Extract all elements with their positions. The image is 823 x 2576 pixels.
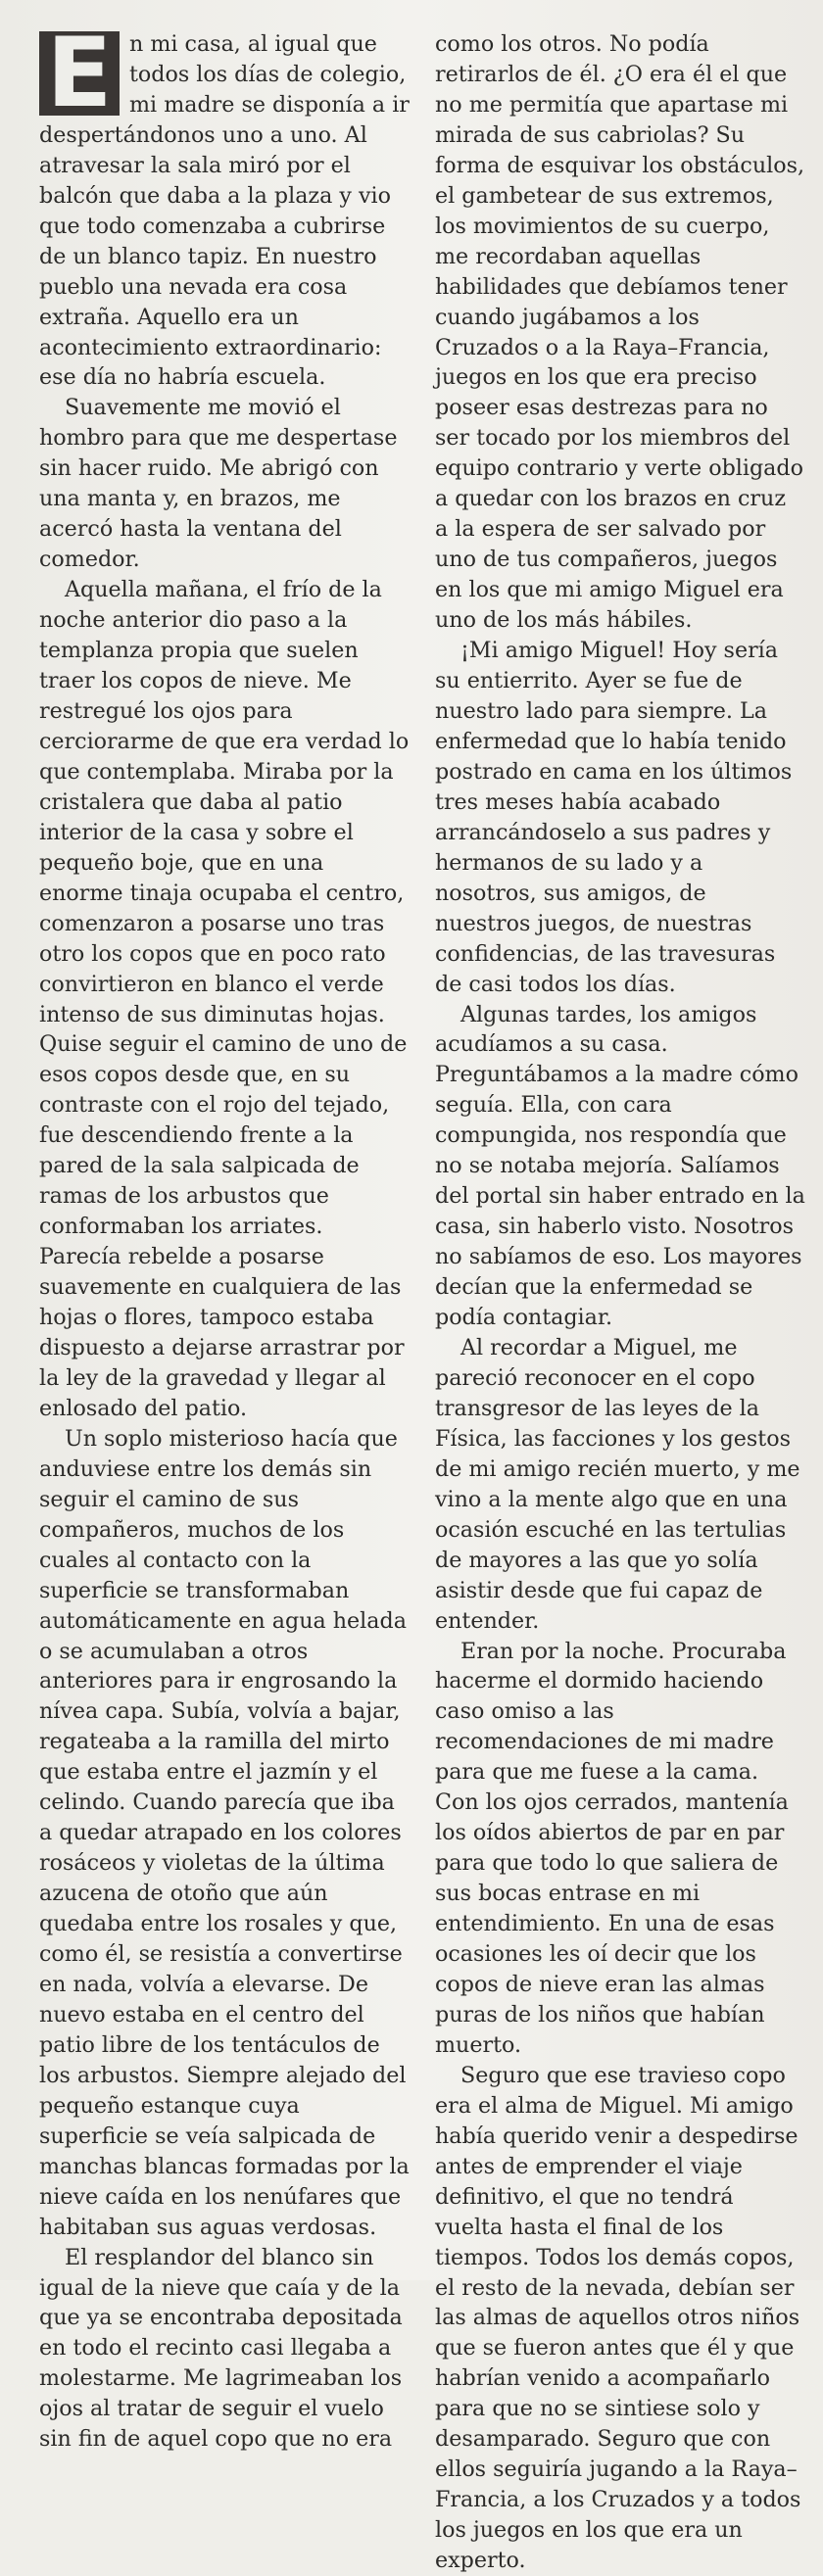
paragraph-9: Al recordar a Miguel, me pareció reconocer en el copo transgresor de las leyes de la Física, las facciones y los gestos de mi amigo recién muerto, y me vino a la mente algo que en una ocasión escuché en las tertulias de mayores a las que yo solía asistir desde que fui capaz de entender.: [435, 1334, 800, 1634]
paragraph-1: [39, 29, 410, 393]
paragraph-5: El resplandor del blanco sin igual de la nieve que caía y de la que ya se encontraba depositada en todo el recinto casi llegaba a molestarme. Me lagrimeaban los ojos al tratar de seguir el vuelo sin fin de aquel copo que no era: [39, 2244, 403, 2453]
paragraph-4: Un soplo misterioso hacía que anduviese entre los demás sin seguir el camino de sus compañeros, muchos de los cuales al contacto con la superficie se transformaban automáticamente en agua helada o se acumulaban a otros anteriores para ir engrosando la nívea capa. Subía, volvía a bajar, regateaba a la ramilla del mirto que estaba entre el jazmín y el celindo. Cuando parecía que iba a quedar atrapado en los colores rosáceos y violetas de la última azucena de otoño que aún quedaba entre los rosales y que, como él, se resistía a convertirse en nada, volvía a elevarse. De nuevo estaba en el centro del patio libre de los tentáculos de los arbustos. Siempre alejado del pequeño estanque cuya superficie se veía salpicada de manchas blancas formadas por la nieve caída en los nenúfares que habitaban sus aguas verdosas.: [39, 1425, 410, 2240]
column-left: [39, 29, 410, 2576]
paragraph-3: Aquella mañana, el frío de la noche anterior dio paso a la templanza propia que suelen traer los copos de nieve. Me restregué los ojos para cerciorarme de que era verdad lo que contemplaba. Miraba por la cristalera que daba al patio interior de la casa y sobre el pequeño boje, que en una enorme tinaja ocupaba el centro, comenzaron a posarse uno tras otro los copos que en poco rato convirtieron en blanco el verde intenso de sus diminutas hojas. Quise seguir el camino de uno de esos copos desde que, en su contraste con el rojo del tejado, fue descendiendo frente a la pared de la sala salpicada de ramas de los arbustos que conformaban los arriates. Parecía rebelde a posarse suavemente en cualquiera de las hojas o flores, tampoco estaba dispuesto a dejarse arrastrar por la ley de la gravedad y llegar al enlosado del patio.: [39, 577, 410, 1421]
paragraph-2: Suavemente me movió el hombro para que me despertase sin hacer ruido. Me abrigó con una manta y, en brazos, me acercó hasta la ventana del comedor.: [39, 395, 398, 573]
paragraph-11: Seguro que ese travieso copo era el alma de Miguel. Mi amigo había querido venir a despedirse antes de emprender el viaje definitivo, el que no tendrá vuelta hasta el final de los tiempos. Todos los demás copos, el resto de la nevada, debían ser las almas de aquellos otros niños que se fueron antes que él y que habrían venido a acompañarlo para que no se sintiese solo y desamparado. Seguro que con ellos seguiría jugando a la Raya–Francia, a los Cruzados y a todos los juegos en los que era un experto.: [435, 2062, 801, 2574]
paragraph-1-text: n mi casa, al igual que todos los días de colegio, mi madre se disponía a ir despertándonos uno a uno. Al atravesar la sala miró por el balcón que daba a la plaza y vio que todo comenzaba a cubrirse de un blanco tapiz. En nuestro pueblo una nevada era cosa extraña. Aquello era un acontecimiento extraordinario: ese día no habría escuela.: [39, 31, 410, 391]
article-body: [39, 29, 805, 2576]
drop-cap: E: [39, 31, 120, 116]
paragraph-7: ¡Mi amigo Miguel! Hoy sería su entierrito. Ayer se fue de nuestro lado para siempre. La enfermedad que lo había tenido postrado en cama en los últimos tres meses había acabado arrancándoselo a sus padres y hermanos de su lado y a nosotros, sus amigos, de nuestros juegos, de nuestras confidencias, de las travesuras de casi todos los días.: [435, 638, 793, 997]
column-right: [435, 29, 805, 2576]
paragraph-8: Algunas tardes, los amigos acudíamos a su casa. Preguntábamos a la madre cómo seguía. Ella, con cara compungida, nos respondía que no se notaba mejoría. Salíamos del portal sin haber entrado en la casa, sin haberlo visto. Nosotros no sabíamos de eso. Los mayores decían que la enfermedad se podía contagiar.: [435, 1001, 805, 1331]
paragraph-6: como los otros. No podía retirarlos de él. ¿O era él el que no me permitía que apartase mi mirada de sus cabriolas? Su forma de esquivar los obstáculos, el gambetear de sus extremos, los movimientos de su cuerpo, me recordaban aquellas habilidades que debíamos tener cuando jugábamos a los Cruzados o a la Raya–Francia, juegos en los que era preciso poseer esas destrezas para no ser tocado por los miembros del equipo contrario y verte obligado a quedar con los brazos en cruz a la espera de ser salvado por uno de tus compañeros, juegos en los que mi amigo Miguel era uno de los más hábiles.: [435, 31, 805, 634]
paragraph-10: Eran por la noche. Procuraba hacerme el dormido haciendo caso omiso a las recomendaciones de mi madre para que me fuese a la cama. Con los ojos cerrados, mantenía los oídos abiertos de par en par para que todo lo que saliera de sus bocas entrase en mi entendimiento. En una de esas ocasiones les oí decir que los copos de nieve eran las almas puras de los niños que habían muerto.: [435, 1638, 789, 2058]
